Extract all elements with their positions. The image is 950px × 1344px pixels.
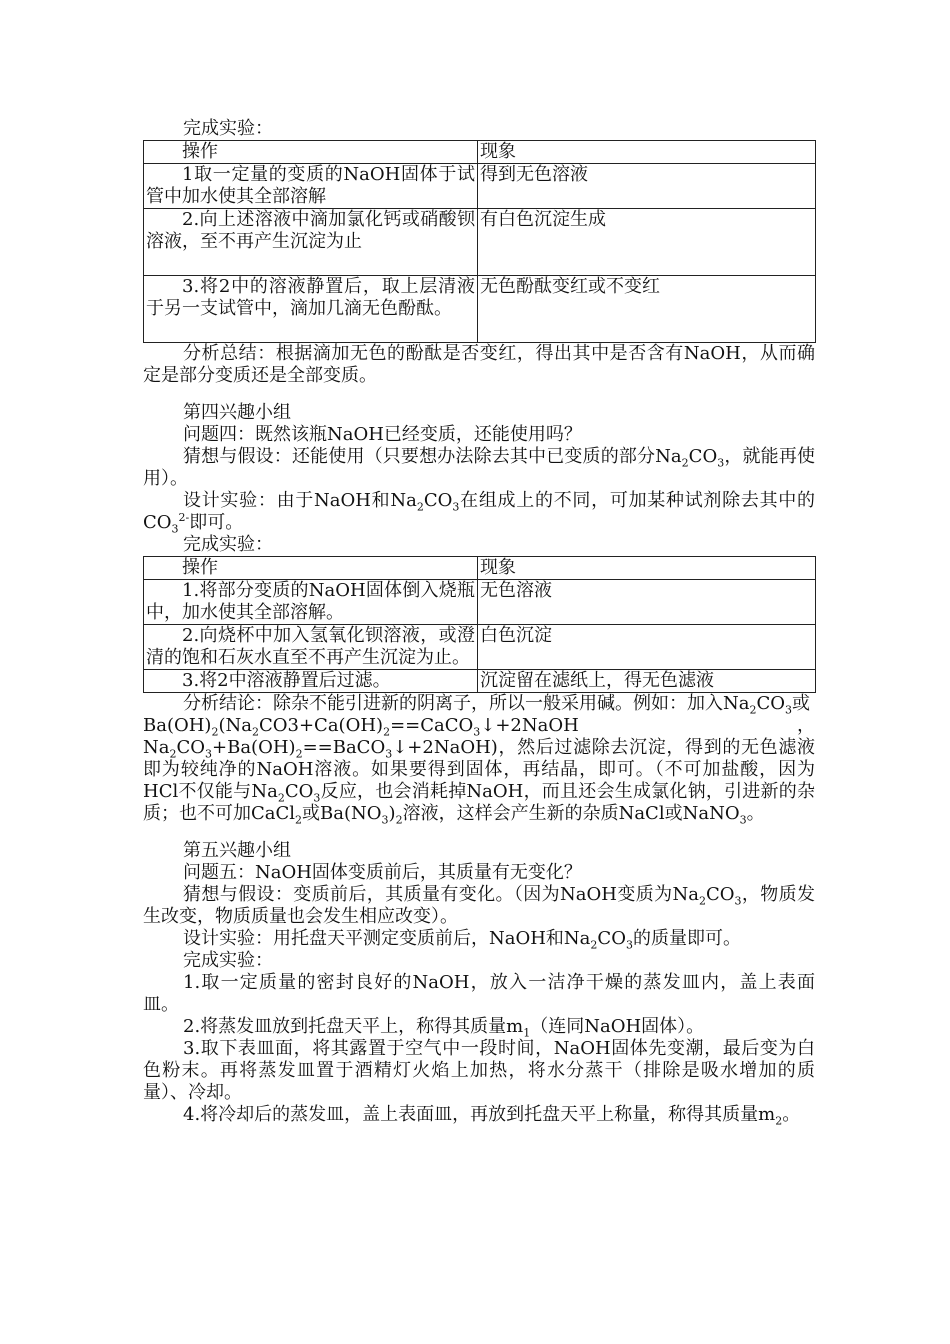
analysis-conclusion-2: $Ba(OH)_2(Na_2CO3+Ca(OH)_2==CaCO_3↓+2NaOH$，$Na_2CO_3+Ba(OH)_2==BaCO_3↓+2NaOH$)，然后过滤除去沉淀，得到的无色滤液即为较纯净的NaOH溶液。如果要得到固体，再结晶，即可。（不可加盐酸，因为HCl不仅能与$Na_2CO_3$反应，也会消耗掉NaOH，而且还会生成氯化钠，引进新的杂质；也不可加CaCl$_2$或$Ba(NO_3)_2$溶液，这样会产生新的杂质NaCl或NaNO$_3$。 bbox=[143, 715, 815, 827]
section5-hypothesis: 猜想与假设：变质前后，其质量有变化。（因为NaOH变质为$Na_2CO_3$，物质发生改变，物质质量也会发生相应改变）。 bbox=[143, 884, 815, 927]
table-row bbox=[144, 209, 816, 276]
table-row bbox=[144, 580, 816, 625]
experiment-table-1 bbox=[143, 140, 816, 343]
table-row bbox=[144, 625, 816, 670]
phenomenon-cell: 沉淀留在滤纸上，得无色滤液 bbox=[478, 670, 816, 693]
section5-design: 设计实验：用托盘天平测定变质前后，NaOH和$Na_2CO_3$的质量即可。 bbox=[183, 928, 741, 952]
complete-label-3: 完成实验： bbox=[183, 950, 273, 971]
operation-cell: 2.向烧杯中加入氢氧化钡溶液，或澄清的饱和石灰水直至不再产生沉淀为止。 bbox=[144, 625, 478, 670]
section4-design: 设计实验：由于NaOH和$Na_2CO_3$在组成上的不同，可加某种试剂除去其中的$CO_3^{2-}$即可。 bbox=[143, 490, 816, 536]
operation-cell: 3.将2中的溶液静置后，取上层清液于另一支试管中，滴加几滴无色酚酞。 bbox=[144, 276, 478, 343]
table-row bbox=[144, 670, 816, 693]
operation-cell: 3.将2中溶液静置后过滤。 bbox=[144, 670, 478, 693]
phenomenon-cell: 得到无色溶液 bbox=[478, 164, 816, 209]
analysis-summary: 分析总结：根据滴加无色的酚酞是否变红，得出其中是否含有NaOH，从而确定是部分变质还是全部变质。 bbox=[143, 343, 815, 386]
section4-question: 问题四：既然该瓶NaOH已经变质，还能使用吗？ bbox=[183, 424, 582, 445]
header-operation: 操作 bbox=[144, 557, 478, 580]
table-row bbox=[144, 276, 816, 343]
header-operation: 操作 bbox=[144, 141, 478, 164]
step-3: 3.取下表皿面，将其露置于空气中一段时间，NaOH固体先变潮，最后变为白色粉末。再将蒸发皿置于酒精灯火焰上加热，将水分蒸干（排除是吸水增加的质量）、冷却。 bbox=[143, 1038, 815, 1103]
operation-cell: 2.向上述溶液中滴加氯化钙或硝酸钡溶液，至不再产生沉淀为止 bbox=[144, 209, 478, 276]
header-phenomenon: 现象 bbox=[478, 557, 816, 580]
header-phenomenon: 现象 bbox=[478, 141, 816, 164]
table-row bbox=[144, 164, 816, 209]
document-body bbox=[143, 118, 815, 1126]
complete-label-1: 完成实验： bbox=[183, 118, 273, 139]
phenomenon-cell: 白色沉淀 bbox=[478, 625, 816, 670]
step-1: 1.取一定质量的密封良好的NaOH，放入一洁净干燥的蒸发皿内，盖上表面皿。 bbox=[143, 972, 815, 1015]
section4-title: 第四兴趣小组 bbox=[183, 402, 291, 423]
table-header-row bbox=[144, 141, 816, 164]
section4-hypothesis: 猜想与假设：还能使用（只要想办法除去其中已变质的部分$Na_2CO_3$，就能再使用）。 bbox=[143, 446, 816, 489]
operation-cell: 1.将部分变质的NaOH固体倒入烧瓶中，加水使其全部溶解。 bbox=[144, 580, 478, 625]
step-4: 4.将冷却后的蒸发皿，盖上表面皿，再放到托盘天平上称量，称得其质量$m_2$。 bbox=[183, 1104, 801, 1128]
phenomenon-cell: 有白色沉淀生成 bbox=[478, 209, 816, 276]
phenomenon-cell: 无色溶液 bbox=[478, 580, 816, 625]
step-2: 2.将蒸发皿放到托盘天平上，称得其质量$m_1$（连同NaOH固体）。 bbox=[183, 1016, 705, 1040]
section5-question: 问题五：NaOH固体变质前后，其质量有无变化？ bbox=[183, 862, 582, 883]
phenomenon-cell: 无色酚酞变红或不变红 bbox=[478, 276, 816, 343]
analysis-conclusion-1: 分析结论：除杂不能引进新的阴离子，所以一般采用碱。例如：加入$Na_2CO_3$或 bbox=[183, 693, 811, 717]
operation-cell: 1取一定量的变质的NaOH固体于试管中加水使其全部溶解 bbox=[144, 164, 478, 209]
table-header-row bbox=[144, 557, 816, 580]
section5-title: 第五兴趣小组 bbox=[183, 840, 291, 861]
complete-label-2: 完成实验： bbox=[183, 534, 273, 555]
experiment-table-2 bbox=[143, 556, 816, 693]
